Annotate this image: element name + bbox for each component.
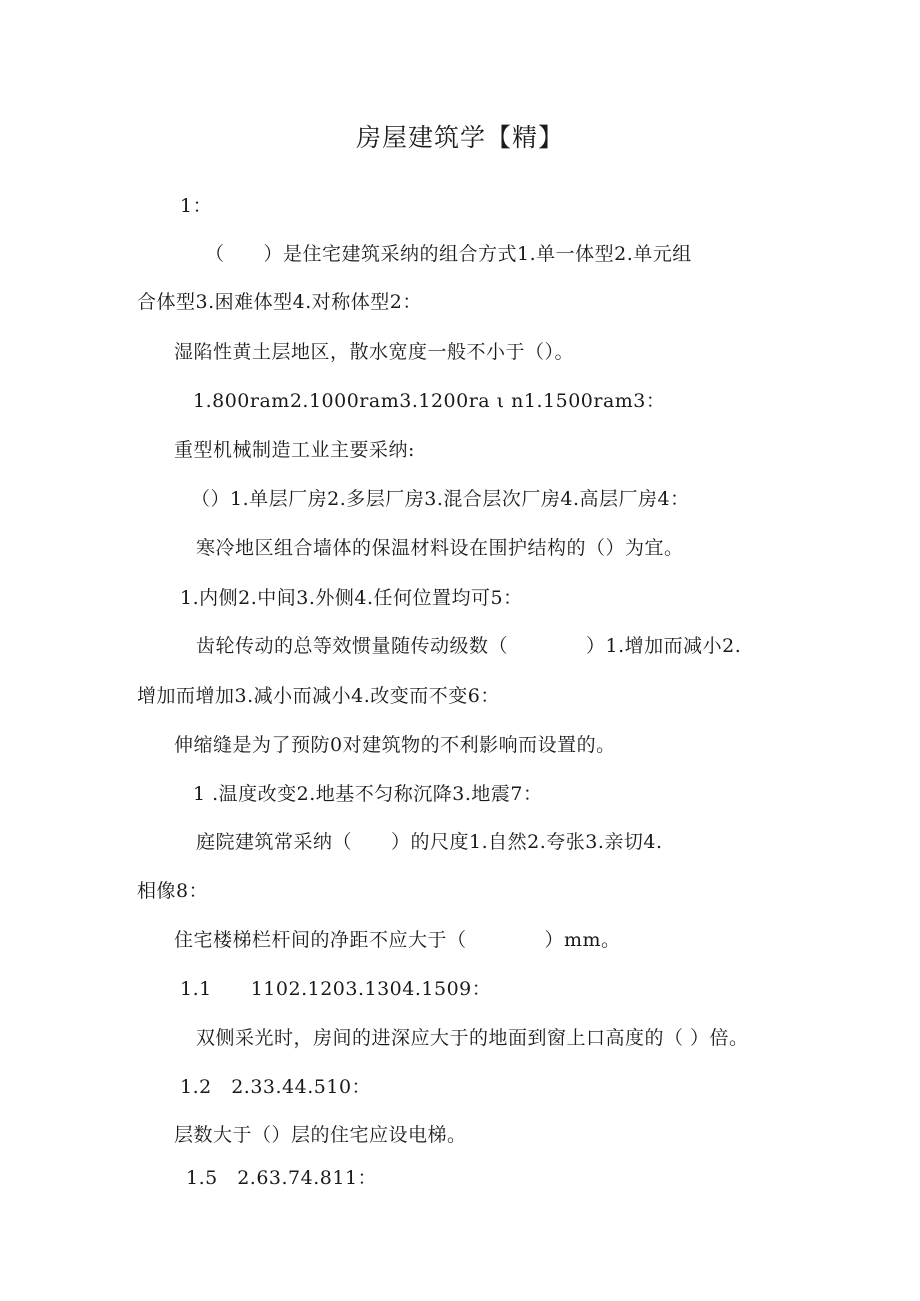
question-9-text: 双侧采光时，房间的进深应大于的地面到窗上口高度的（ ）倍。 bbox=[196, 1027, 749, 1049]
question-6-text: 伸缩缝是为了预防0对建筑物的不利影响而设置的。 bbox=[174, 734, 616, 756]
question-2-options: 1.800ram2.1000ram3.1200ra ι n1.1500ram3： bbox=[193, 390, 666, 412]
question-8-options: 1.1 1102.1203.1304.1509： bbox=[180, 978, 492, 1000]
question-1-continuation: 合体型3.困难体型4.对称体型2： bbox=[137, 291, 422, 313]
question-6-options: 1 .温度改变2.地基不匀称沉降3.地震7： bbox=[193, 783, 543, 805]
question-2-text: 湿陷性黄土层地区，散水宽度一般不小于（）。 bbox=[174, 341, 575, 363]
question-1-text: （ ）是住宅建筑采纳的组合方式1.单一体型2.单元组 bbox=[205, 243, 692, 265]
document-title: 房屋建筑学【精】 bbox=[355, 123, 564, 152]
question-7-text: 庭院建筑常采纳（ ）的尺度1.自然2.夸张3.亲切4. bbox=[196, 831, 663, 853]
question-8-text: 住宅楼梯栏杆间的净距不应大于（ ）mm。 bbox=[174, 929, 621, 951]
question-7-continuation: 相像8： bbox=[137, 880, 209, 902]
question-3-text: 重型机械制造工业主要采纳: bbox=[174, 439, 415, 461]
question-4-text: 寒冷地区组合墙体的保温材料设在围护结构的（）为宜。 bbox=[196, 537, 684, 559]
question-9-options: 1.2 2.33.44.510： bbox=[180, 1076, 372, 1098]
question-5-continuation: 增加而增加3.减小而减小4.改变而不变6： bbox=[137, 685, 500, 707]
question-number-1: 1： bbox=[180, 195, 213, 217]
question-5-text: 齿轮传动的总等效惯量随传动级数（ ）1.增加而减小2. bbox=[196, 635, 742, 657]
question-10-text: 层数大于（）层的住宅应设电梯。 bbox=[174, 1124, 467, 1146]
question-4-options: 1.内侧2.中间3.外侧4.任何位置均可5： bbox=[180, 587, 523, 609]
question-10-options: 1.5 2.63.74.811： bbox=[186, 1167, 378, 1189]
question-3-options: （）1.单层厂房2.多层厂房3.混合层次厂房4.高层厂房4： bbox=[191, 488, 690, 510]
